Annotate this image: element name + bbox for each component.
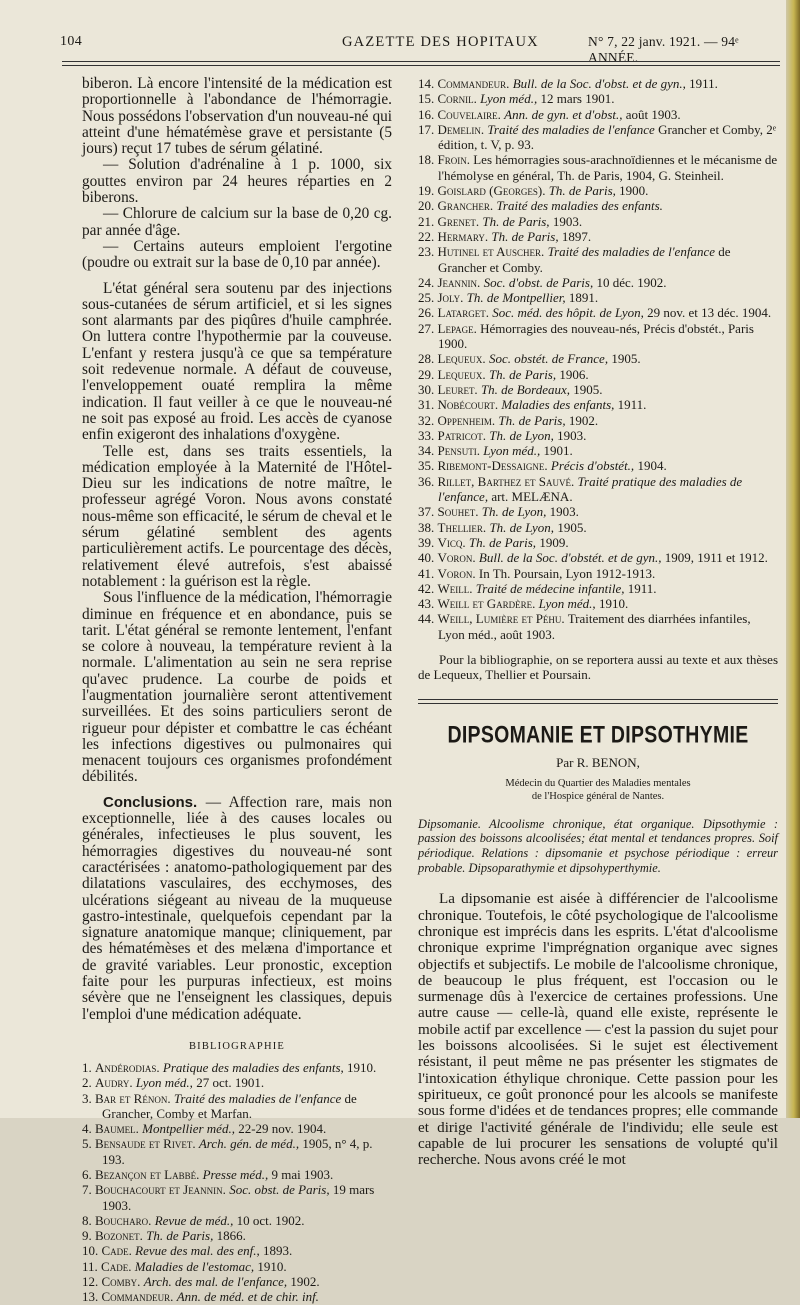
issue-info: N° 7, 22 janv. 1921. — 94ᵉ ANNÉE. <box>588 34 739 65</box>
reference-item <box>418 107 778 122</box>
reference-number: 39. <box>418 534 435 550</box>
reference-item <box>418 244 778 275</box>
paragraph: Sous l'influence de la médication, l'hémorragie diminue en fréquence et en abondance, puis se tarit. L'état général se remonte lentement, l'enfant se colore à nouveau, la température revient à la normale. L'alimentation au sein ne sera reprise qu'avec prudence. La courbe de poids et l'augmentation journalière seront attentivement surveillées. Et des soins particuliers seront de rigueur pour dépister et combattre le cas échéant les infections digestives ou pulmonaires qui menacent toujours ces organismes profondément débilités. <box>82 589 392 786</box>
reference-title: Bull. de la Soc. d'obstét. et de gyn., <box>478 550 662 566</box>
right-column <box>418 76 778 1168</box>
reference-number: 26. <box>418 305 435 321</box>
reference-title: Th. de Lyon, <box>481 504 547 520</box>
reference-item <box>418 413 778 428</box>
reference-detail: 29 nov. et 13 déc. 1904. <box>643 305 772 321</box>
reference-author: Thellier. <box>437 519 487 535</box>
reference-author: Boucharo. <box>95 1212 152 1228</box>
reference-number: 16. <box>418 106 435 122</box>
reference-detail: 1909, 1911 et 1912. <box>661 550 768 566</box>
reference-item <box>82 1243 392 1258</box>
reference-detail: 1866. <box>213 1228 246 1244</box>
article-body: La dipsomanie est aisée à différencier de l'alcoolisme chronique. Toutefois, le côté psychologique de l'alcoolisme chronique est imprécis dans les esprits. L'état d'alcoolisme chronique exprime l'imprégnation organique avec signes objectifs et subjectifs. Le mobile de l'alcoolisme chronique, de beaucoup le plus fréquent, est l'occasion ou le surmenage dûs à l'exercice de certaines professions. Une autre cause — celle-là, quand elle existe, représente le mobile actif par excellence — c'est la passion du sujet pour les boissons alcoolisées. Si le sujet est électivement résistant, il peut même ne pas présenter les stigmates de l'intoxication éthylique chronique. Cette passion pour les spiritueux, ce goût prononcé pour les alcools se manifeste sous forme d'idées et de tendances propres; elle commande et dirige l'activité générale de l'individu; elle seule est capable de lui procurer les sensations de volupté qu'il recherche. Nous avons créé le mot <box>418 891 778 1169</box>
bibliography-heading: BIBLIOGRAPHIE <box>188 1040 286 1052</box>
reference-title: Lyon méd., <box>538 596 596 612</box>
reference-item <box>418 305 778 320</box>
reference-detail: 1900. <box>615 183 649 199</box>
reference-number: 36. <box>418 473 435 489</box>
reference-item <box>418 550 778 565</box>
reference-title: Th. de Paris, <box>482 213 550 229</box>
reference-number: 41. <box>418 565 435 581</box>
paragraph: — Solution d'adrénaline à 1 p. 1000, six gouttes environ par 24 heures réparties en 2 biberons. <box>82 156 392 207</box>
reference-detail: Grancher et Comby, 2ᵉ édition, t. V, p. 93. <box>438 121 777 153</box>
reference-author: Demelin. <box>437 121 485 137</box>
section-divider <box>418 699 778 704</box>
left-column <box>82 76 392 1305</box>
reference-author: Grancher. <box>437 198 494 214</box>
reference-author: Goislard (Georges). <box>437 183 546 199</box>
reference-author: Commandeur. <box>101 1289 174 1305</box>
reference-detail: 9 mai 1903. <box>268 1167 334 1182</box>
reference-title: Th. de Paris, <box>488 366 557 382</box>
reference-author: Vicq. <box>437 534 466 550</box>
reference-detail: de Grancher et Comby. <box>438 244 731 275</box>
reference-number: 23. <box>418 244 435 260</box>
reference-item <box>418 535 778 550</box>
reference-detail: art. MELÆNA. <box>488 489 573 505</box>
reference-item <box>418 474 778 505</box>
reference-author: Latarget. <box>437 305 489 321</box>
reference-author: Couvelaire. <box>437 106 501 122</box>
reference-item <box>418 382 778 397</box>
reference-number: 43. <box>418 596 435 612</box>
reference-title: Traité de médecine infantile, <box>475 580 625 596</box>
reference-author: Souhet. <box>437 504 479 520</box>
reference-number: 34. <box>418 443 435 459</box>
reference-detail: 10 déc. 1902. <box>593 274 667 290</box>
reference-detail: 1893. <box>259 1243 293 1259</box>
reference-title: Th. de Lyon, <box>489 519 555 535</box>
reference-author: Audry. <box>95 1075 133 1091</box>
reference-author: Jeannin. <box>437 274 481 290</box>
reference-title: Lyon méd., <box>135 1075 193 1091</box>
reference-title: Traité des maladies de l'enfance <box>547 244 715 260</box>
page-edge <box>786 0 800 1118</box>
reference-number: 25. <box>418 290 435 306</box>
header-rule-top <box>62 61 780 62</box>
reference-detail: 1891. <box>565 290 599 306</box>
reference-title: Montpellier méd., <box>142 1121 235 1137</box>
reference-detail: In Th. Poursain, Lyon 1912-1913. <box>478 565 656 581</box>
reference-number: 38. <box>418 519 435 535</box>
reference-item <box>82 1091 392 1122</box>
reference-detail: 1903. <box>546 504 579 520</box>
reference-detail: 27 oct. 1901. <box>192 1075 265 1091</box>
reference-title: Th. de Lyon, <box>489 427 554 443</box>
reference-detail: 1897. <box>558 228 592 244</box>
reference-number: 29. <box>418 366 435 382</box>
reference-author: Pensuti. <box>437 443 480 459</box>
reference-detail: 10 oct. 1902. <box>233 1212 305 1228</box>
reference-author: Ribemont-Dessaigne. <box>437 458 548 474</box>
reference-author: Froin. <box>437 152 470 168</box>
reference-author: Rillet, Barthez et Sauvé. <box>437 473 575 489</box>
reference-title: Soc. d'obst. de Paris, <box>483 274 594 290</box>
author-affiliation: Médecin du Quartier des Maladies mentales <box>505 777 691 789</box>
reference-item <box>418 214 778 229</box>
reference-title: Traité des maladies de l'enfance <box>173 1090 342 1106</box>
reference-item <box>82 1182 392 1213</box>
reference-title: Arch. gén. de méd., <box>198 1136 300 1152</box>
reference-number: 9. <box>82 1228 92 1244</box>
reference-author: Lequeux. <box>437 366 486 382</box>
reference-number: 42. <box>418 580 435 596</box>
reference-item <box>418 321 778 352</box>
reference-title: Th. de Paris, <box>146 1228 214 1244</box>
reference-item <box>418 428 778 443</box>
reference-number: 6. <box>82 1167 92 1182</box>
reference-item <box>82 1121 392 1136</box>
reference-list-left <box>82 1060 392 1305</box>
reference-author: Weill et Gardère. <box>437 596 536 612</box>
reference-detail: Les hémorragies sous-arachnoïdiennes et le mécanisme de l'hémolyse en général, Th. de Paris, 1904, G. Steinheil. <box>438 152 778 183</box>
reference-item <box>82 1274 392 1289</box>
paragraph: Telle est, dans ses traits essentiels, la médication employée à la Maternité de l'Hôtel-Dieu sur les indications de notre maître, le professeur agrégé Voron. Nous avons constaté nous-même son efficacité, le sérum de cheval et le sérum gélatiné semblent des agents particulièrement actifs. Le pourcentage des décès, relativement élevé autrefois, s'est abaissé notablement : la guérison est la règle. <box>82 442 392 590</box>
reference-detail: 12 mars 1901. <box>537 91 615 107</box>
reference-author: Bar et Rénon. <box>95 1090 171 1106</box>
reference-title: Th. de Paris, <box>491 228 559 244</box>
journal-title: GAZETTE DES HOPITAUX <box>342 34 539 50</box>
reference-detail: Hémorragies des nouveau-nés, Précis d'obstét., Paris 1900. <box>438 320 754 352</box>
reference-item <box>418 290 778 305</box>
reference-author: Weill. <box>437 580 473 596</box>
reference-title: Bull. de la Soc. d'obst. et de gyn., <box>512 76 686 91</box>
reference-number: 5. <box>82 1136 92 1152</box>
reference-title: Maladies des enfants, <box>501 397 615 413</box>
reference-detail: 1909. <box>536 534 569 550</box>
reference-number: 44. <box>418 611 435 627</box>
reference-title: Traité des maladies de l'enfance <box>487 121 655 137</box>
reference-author: Comby. <box>101 1274 141 1290</box>
article-title: DIPSOMANIE ET DIPSOTHYMIE <box>447 720 749 749</box>
running-header <box>60 30 780 65</box>
reference-title: Revue des mal. des enf., <box>135 1243 260 1259</box>
reference-author: Patricot. <box>437 427 486 443</box>
reference-number: 7. <box>82 1182 92 1198</box>
reference-title: Ann. de méd. et de chir. inf. <box>176 1289 319 1305</box>
bibliography-note: Pour la bibliographie, on se reportera aussi au texte et aux thèses de Lequeux, Thellier et Poursain. <box>418 651 778 683</box>
reference-item <box>82 1060 392 1075</box>
reference-title: Arch. des mal. de l'enfance, <box>143 1274 288 1290</box>
reference-item <box>418 198 778 213</box>
reference-item <box>82 1167 392 1182</box>
reference-item <box>82 1228 392 1243</box>
reference-title: Th. de Paris, <box>468 534 537 550</box>
reference-detail: 1905. <box>608 351 641 367</box>
reference-author: Cornil. <box>437 91 477 107</box>
reference-detail: Traitement des diarrhées infantiles, Lyon méd., août 1903. <box>438 611 751 642</box>
author-byline: Par R. BENON, <box>556 754 640 770</box>
reference-number: 27. <box>418 320 435 336</box>
paragraph: — Chlorure de calcium sur la base de 0,20 cg. par année d'âge. <box>82 205 392 239</box>
reference-detail: 1911. <box>624 580 657 596</box>
reference-title: Revue de méd., <box>154 1212 234 1228</box>
reference-number: 37. <box>418 504 435 520</box>
reference-author: Voron. <box>437 550 476 566</box>
reference-item <box>418 91 778 106</box>
header-rule-bottom <box>62 65 780 66</box>
reference-detail: de Grancher, Comby et Marfan. <box>102 1090 357 1121</box>
reference-number: 3. <box>82 1090 92 1106</box>
reference-number: 22. <box>418 228 435 244</box>
reference-item <box>418 76 778 91</box>
reference-author: Cade. <box>101 1258 132 1274</box>
reference-detail: 1910. <box>595 596 629 612</box>
reference-number: 10. <box>82 1243 99 1259</box>
reference-author: Lepage. <box>437 320 477 336</box>
reference-item <box>82 1075 392 1090</box>
reference-number: 18. <box>418 152 435 168</box>
reference-title: Th. de Paris, <box>548 183 616 199</box>
reference-author: Bezançon et Labbé. <box>95 1167 200 1182</box>
reference-title: Th. de Bordeaux, <box>480 381 570 397</box>
reference-number: 28. <box>418 351 435 367</box>
reference-number: 8. <box>82 1212 92 1228</box>
reference-detail: 1904. <box>634 458 667 474</box>
reference-author: Oppenheim. <box>437 412 496 428</box>
reference-item <box>418 458 778 473</box>
reference-author: Weill, Lumière et Péhu. <box>437 611 565 627</box>
reference-detail: 1903. <box>553 427 587 443</box>
reference-number: 2. <box>82 1075 92 1091</box>
reference-number: 11. <box>82 1258 98 1274</box>
reference-title: Lyon méd., <box>480 91 538 107</box>
reference-title: Soc. obst. de Paris, <box>229 1182 330 1198</box>
reference-item <box>418 183 778 198</box>
reference-number: 35. <box>418 458 435 474</box>
reference-author: Joly. <box>437 290 464 306</box>
reference-item <box>418 275 778 290</box>
reference-item <box>418 122 778 153</box>
reference-author: Nobécourt. <box>437 397 499 413</box>
reference-detail: 1905. <box>570 381 603 397</box>
reference-list-right <box>418 76 778 642</box>
reference-detail: 1911. <box>614 397 647 413</box>
reference-item <box>418 229 778 244</box>
reference-number: 40. <box>418 550 435 566</box>
reference-title: Th. de Paris, <box>498 412 566 428</box>
reference-author: Voron. <box>437 565 476 581</box>
reference-number: 32. <box>418 412 435 428</box>
reference-item <box>82 1213 392 1228</box>
reference-detail: 1903. <box>549 213 583 229</box>
reference-item <box>418 566 778 581</box>
conclusions-label: Conclusions. <box>103 793 198 811</box>
reference-item <box>418 351 778 366</box>
author-affiliation: de l'Hospice général de Nantes. <box>531 790 665 802</box>
reference-author: Hermary. <box>437 228 489 244</box>
reference-author: Bouchacourt et Jeannin. <box>95 1182 226 1198</box>
paragraph: biberon. Là encore l'intensité de la médication est proportionnelle à l'abondance de l'hémorragie. Nous possédons l'observation d'un nouveau-né qui atteint d'une hématémèse grave et persistante (5 jours) reçut 17 tubes de sérum gélatiné. <box>82 75 392 158</box>
reference-detail: août 1903. <box>622 106 681 122</box>
reference-detail: 1905. <box>554 519 587 535</box>
reference-detail: 19 mars 1903. <box>102 1182 375 1213</box>
reference-number: 12. <box>82 1274 99 1290</box>
reference-detail: 1902. <box>287 1274 320 1290</box>
reference-detail: 1910. <box>343 1059 377 1075</box>
reference-item <box>418 443 778 458</box>
reference-author: Bozonet. <box>95 1228 143 1244</box>
reference-title: Traité pratique des maladies de l'enfance, <box>438 473 743 505</box>
reference-detail: 1911. <box>685 76 718 91</box>
paragraph: L'état général sera soutenu par des injections sous-cutanées de sérum artificiel, et si les signes sont alarmants par des piqûres d'huile camphrée. On luttera contre l'hypothermie par la couveuse. L'enfant y restera jusqu'à ce que sa température soit redevenue normale. A défaut de couveuse, l'enveloppement ouaté remplira la même indication. Il faut veiller à ce que le nouveau-né ne soit pas exposé au froid. Les accès de cyanose enfin exigeront des inhalations d'oxygène. <box>82 279 392 444</box>
reference-title: Maladies de l'estomac, <box>134 1258 255 1274</box>
reference-title: Th. de Montpellier, <box>466 290 566 306</box>
reference-title: Ann. de gyn. et d'obst., <box>504 106 623 122</box>
reference-detail: 1901. <box>540 443 573 459</box>
reference-title: Soc. méd. des hôpit. de Lyon, <box>492 305 644 321</box>
page-number: 104 <box>60 34 83 49</box>
reference-item <box>82 1289 392 1304</box>
reference-author: Commandeur. <box>437 76 510 91</box>
reference-number: 21. <box>418 213 435 229</box>
reference-number: 30. <box>418 381 435 397</box>
reference-item <box>418 367 778 382</box>
reference-title: Traité des maladies des enfants. <box>496 198 663 214</box>
reference-author: Cade. <box>101 1243 132 1259</box>
reference-number: 24. <box>418 274 435 290</box>
reference-title: Presse méd., <box>202 1167 269 1182</box>
reference-item <box>82 1136 392 1167</box>
reference-number: 33. <box>418 427 435 443</box>
reference-item <box>418 611 778 642</box>
reference-detail: 1902. <box>565 412 599 428</box>
conclusions-paragraph <box>82 795 392 1023</box>
reference-author: Leuret. <box>437 381 478 397</box>
reference-author: Baumel. <box>95 1121 139 1137</box>
reference-title: Soc. obstét. de France, <box>488 351 609 367</box>
reference-author: Lequeux. <box>437 351 486 367</box>
reference-item <box>418 504 778 519</box>
reference-number: 4. <box>82 1121 92 1137</box>
reference-author: Bensaude et Rivet. <box>95 1136 196 1152</box>
reference-number: 19. <box>418 183 435 199</box>
reference-number: 20. <box>418 198 435 214</box>
reference-author: Grenet. <box>437 213 480 229</box>
reference-number: 13. <box>82 1289 99 1305</box>
reference-item <box>418 520 778 535</box>
reference-title: Lyon méd., <box>483 443 541 459</box>
reference-number: 14. <box>418 76 435 91</box>
reference-number: 17. <box>418 121 435 137</box>
reference-item <box>418 581 778 596</box>
reference-item <box>418 596 778 611</box>
reference-title: Précis d'obstét., <box>550 458 635 474</box>
reference-title: Pratique des maladies des enfants, <box>162 1059 344 1075</box>
reference-item <box>418 397 778 412</box>
reference-detail: 1906. <box>556 366 589 382</box>
reference-number: 1. <box>82 1059 92 1075</box>
reference-detail: 1905, n° 4, p. 193. <box>102 1136 373 1167</box>
reference-detail: 22-29 nov. 1904. <box>234 1121 327 1137</box>
reference-author: Hutinel et Auscher. <box>437 244 545 260</box>
article-abstract: Dipsomanie. Alcoolisme chronique, état organique. Dipsothymie : passion des boissons alcoolisées; état mental et tendances propres. Soif périodique. Relations : dipsomanie et psychose périodique : erreur probable. Dipsoparathymie et dipsohyperthymie. <box>418 816 778 875</box>
reference-number: 31. <box>418 397 435 413</box>
paragraph: — Certains auteurs emploient l'ergotine (poudre ou extrait sur la base de 0,10 par année). <box>82 237 392 272</box>
reference-author: Andérodias. <box>95 1059 160 1075</box>
reference-item <box>82 1259 392 1274</box>
reference-item <box>418 152 778 183</box>
reference-detail: 1910. <box>254 1258 287 1274</box>
reference-number: 15. <box>418 91 435 107</box>
conclusions-text: — Affection rare, mais non exceptionnelle, liée à des causes locales ou générales, infectieuses le plus souvent, les hémorragies digestives du nouveau-né sont caractérisées : anatomo-pathologiquement par des dilatations vasculaires, des ecchymoses, des ulcérations siégeant au niveau de la muqueuse gastro-intestinale, quelquefois cependant par la signature anatomique manque; cliniquement, par des hématémèses et des melæna d'importance et de gravité variables. Leur pronostic, exception faite pour les purpuras infectieux, est moins sévère que ne l'enseignent les classiques, depuis l'emploi d'une médication adéquate. <box>82 793 392 1023</box>
